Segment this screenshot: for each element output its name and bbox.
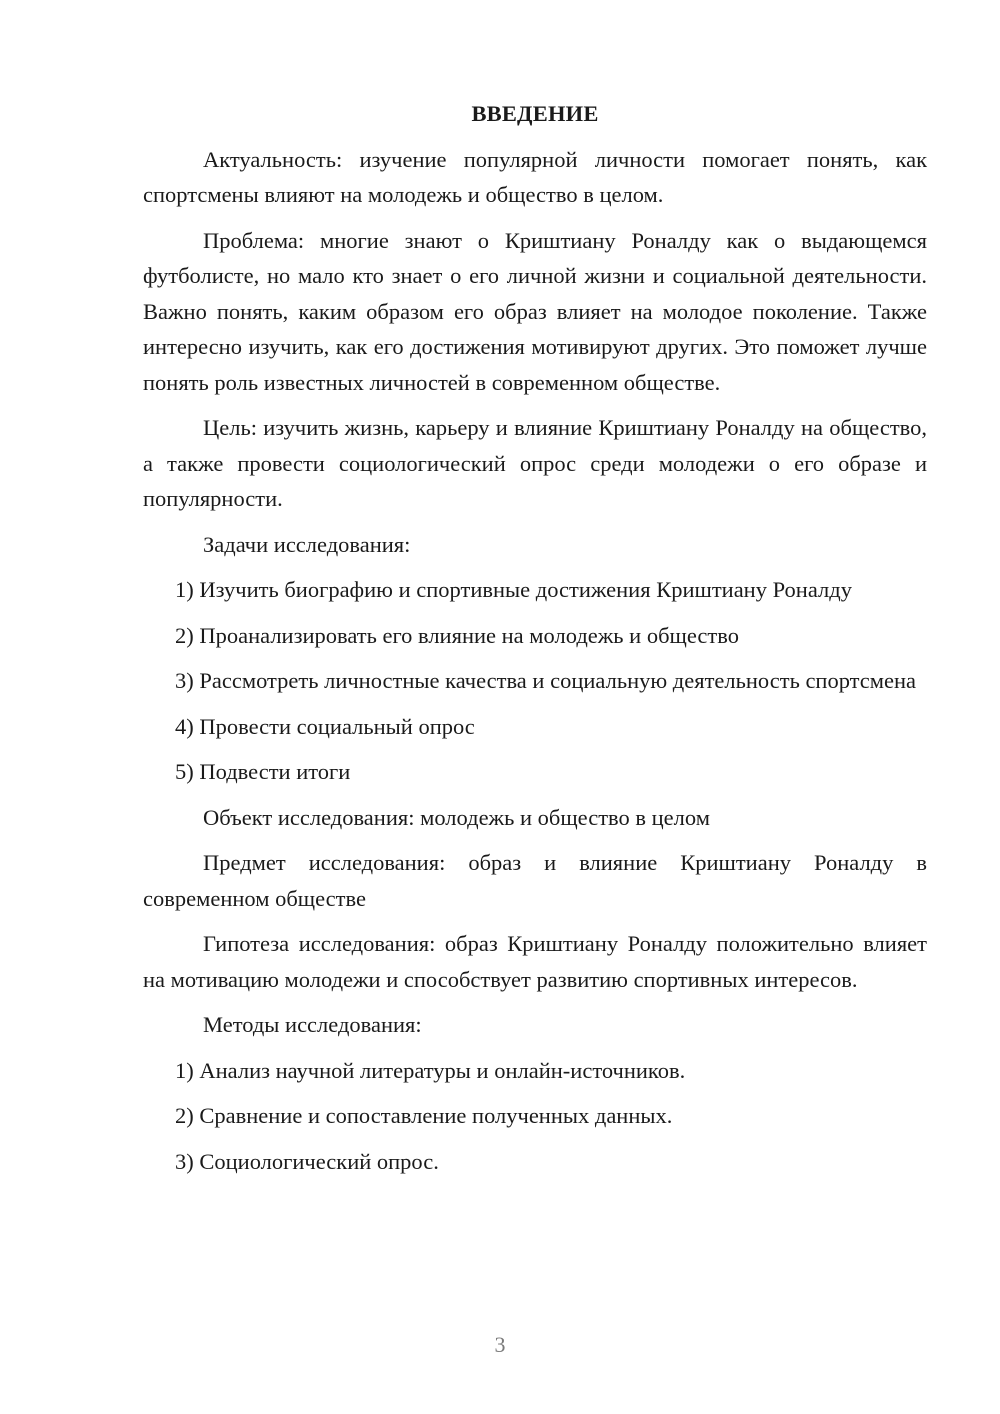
task-item: 2) Проанализировать его влияние на молодежь и общество (175, 622, 739, 648)
task-item: 1) Изучить биографию и спортивные достижения Криштиану Роналду (175, 577, 852, 602)
task-item: 3) Рассмотреть личностные качества и социальную деятельность спортсмена (175, 668, 917, 693)
research-subject: Предмет исследования: образ и влияние Криштиану Роналду в современном обществе (143, 850, 927, 911)
task-item: 5) Подвести итоги (175, 759, 351, 784)
method-item: 2) Сравнение и сопоставление полученных данных. (175, 1103, 673, 1128)
research-hypothesis: Гипотеза исследования: образ Криштиану Роналду положительно влияет на мотивацию молодежи и способствует развитию спортивных интересов. (143, 931, 927, 992)
methods-heading: Методы исследования: (203, 1012, 422, 1037)
research-object: Объект исследования: молодежь и общество в целом (203, 804, 710, 830)
problem-paragraph: Проблема: многие знают о Криштиану Роналду как о выдающемся футболисте, но мало кто знает о его личной жизни и социальной деятельности. Важно понять, каким образом его образ влияет на молодое поколение. Также интересно изучить, как его достижения мотивируют других. Это поможет лучше понять роль известных личностей в современном обществе. (143, 227, 927, 395)
task-item: 4) Провести социальный опрос (175, 713, 475, 739)
document-page (143, 96, 927, 1189)
goal-paragraph: Цель: изучить жизнь, карьеру и влияние Криштиану Роналду на общество, а также провести социологический опрос среди молодежи о его образе и популярности. (143, 415, 927, 511)
section-title: ВВЕДЕНИЕ (471, 101, 599, 126)
method-item: 1) Анализ научной литературы и онлайн-источников. (175, 1057, 686, 1083)
relevance-paragraph: Актуальность: изучение популярной личности помогает понять, как спортсмены влияют на молодежь и общество в целом. (143, 146, 927, 207)
method-item: 3) Социологический опрос. (175, 1148, 439, 1174)
page-number: 3 (494, 1332, 506, 1357)
tasks-heading: Задачи исследования: (203, 531, 411, 557)
